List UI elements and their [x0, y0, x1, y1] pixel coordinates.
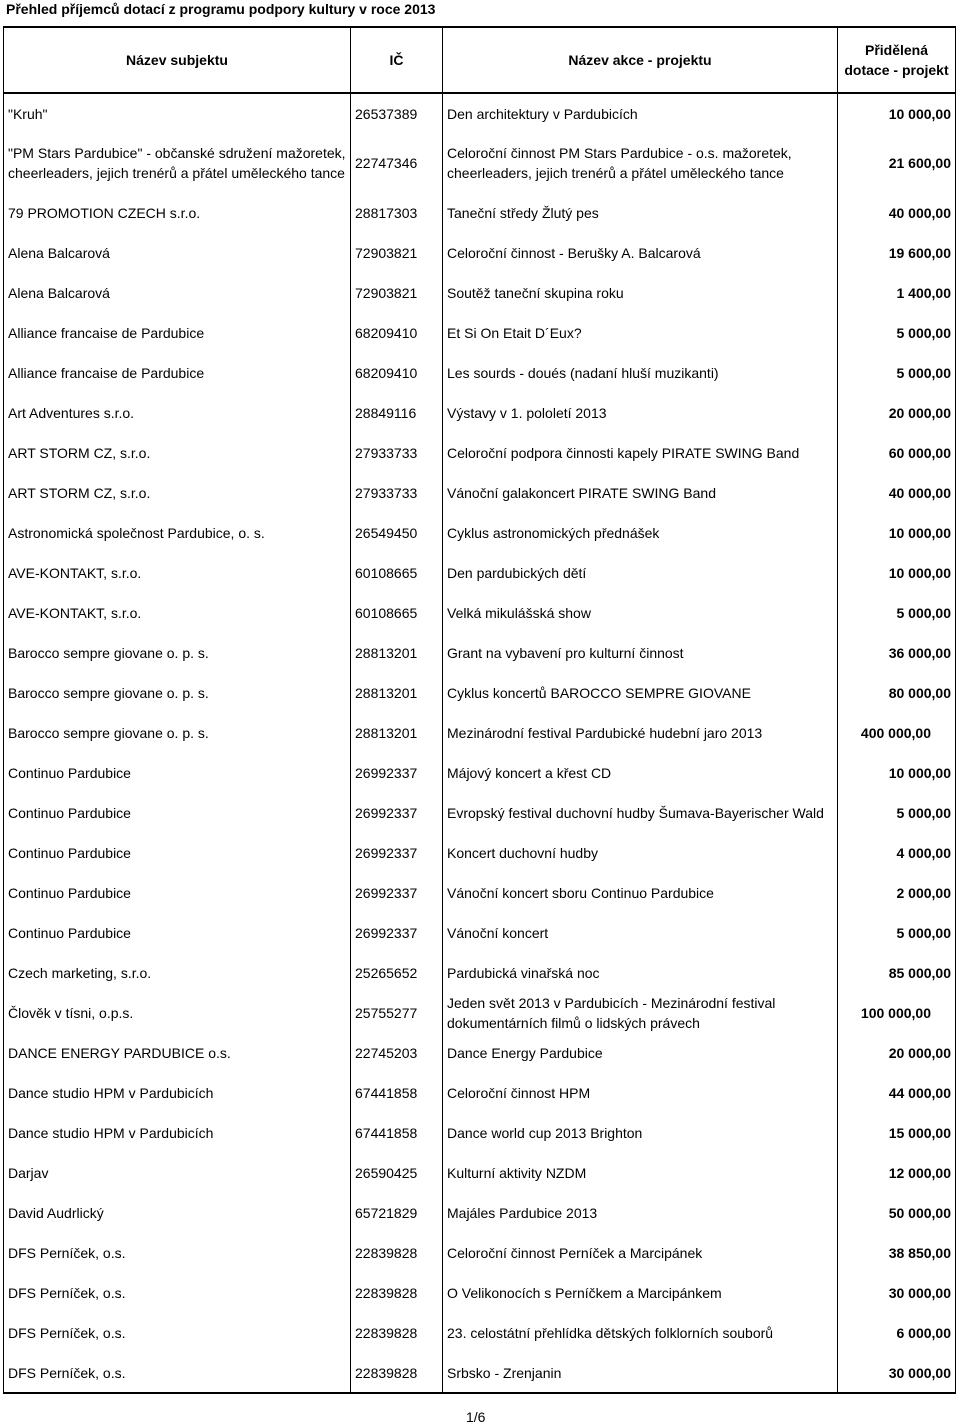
cell-project: Dance world cup 2013 Brighton — [443, 1113, 838, 1153]
table-row — [4, 233, 956, 273]
cell-grant: 2 000,00 — [838, 873, 956, 913]
table-row — [4, 313, 956, 353]
cell-grant: 44 000,00 — [838, 1073, 956, 1113]
table-row — [4, 1193, 956, 1233]
cell-subject: Continuo Pardubice — [4, 753, 351, 793]
table-row — [4, 673, 956, 713]
cell-grant: 12 000,00 — [838, 1153, 956, 1193]
table-row — [4, 1153, 956, 1193]
cell-project: Kulturní aktivity NZDM — [443, 1153, 838, 1193]
cell-subject: ART STORM CZ, s.r.o. — [4, 433, 351, 473]
table-row — [4, 833, 956, 873]
header-subject: Název subjektu — [4, 27, 351, 93]
cell-ico: 65721829 — [351, 1193, 443, 1233]
cell-subject: Barocco sempre giovane o. p. s. — [4, 713, 351, 753]
header-ico: IČ — [351, 27, 443, 93]
cell-project: Den pardubických dětí — [443, 553, 838, 593]
cell-subject: AVE-KONTAKT, s.r.o. — [4, 593, 351, 633]
cell-project: Celoroční podpora činnosti kapely PIRATE SWING Band — [443, 433, 838, 473]
cell-ico: 25265652 — [351, 953, 443, 993]
cell-ico: 25755277 — [351, 993, 443, 1033]
cell-grant: 10 000,00 — [838, 513, 956, 553]
table-row — [4, 433, 956, 473]
table-row — [4, 1033, 956, 1073]
table-row — [4, 93, 956, 133]
cell-subject: Art Adventures s.r.o. — [4, 393, 351, 433]
cell-subject: David Audrlický — [4, 1193, 351, 1233]
cell-ico: 68209410 — [351, 313, 443, 353]
cell-grant: 38 850,00 — [838, 1233, 956, 1273]
cell-subject: Continuo Pardubice — [4, 833, 351, 873]
cell-project: Den architektury v Pardubicích — [443, 93, 838, 133]
cell-ico: 67441858 — [351, 1113, 443, 1153]
cell-project: Les sourds - doués (nadaní hluší muzikanti) — [443, 353, 838, 393]
cell-project: Velká mikulášská show — [443, 593, 838, 633]
cell-ico: 22839828 — [351, 1313, 443, 1353]
cell-grant: 5 000,00 — [838, 593, 956, 633]
cell-project: Vánoční koncert — [443, 913, 838, 953]
table-row — [4, 393, 956, 433]
cell-project: Srbsko - Zrenjanin — [443, 1353, 838, 1393]
cell-grant: 400 000,00 — [838, 713, 956, 753]
cell-grant: 5 000,00 — [838, 313, 956, 353]
cell-ico: 28817303 — [351, 193, 443, 233]
cell-project: O Velikonocích s Perníčkem a Marcipánkem — [443, 1273, 838, 1313]
cell-ico: 22839828 — [351, 1353, 443, 1393]
cell-project: Vánoční koncert sboru Continuo Pardubice — [443, 873, 838, 913]
document-title: Přehled příjemců dotací z programu podpory kultury v roce 2013 — [6, 1, 436, 17]
cell-subject: Continuo Pardubice — [4, 873, 351, 913]
table-row — [4, 753, 956, 793]
cell-ico: 27933733 — [351, 433, 443, 473]
cell-project: Jeden svět 2013 v Pardubicích - Mezinárodní festival dokumentárních filmů o lidských právech — [443, 993, 838, 1033]
cell-project: Majáles Pardubice 2013 — [443, 1193, 838, 1233]
cell-ico: 67441858 — [351, 1073, 443, 1113]
cell-grant: 5 000,00 — [838, 353, 956, 393]
cell-grant: 50 000,00 — [838, 1193, 956, 1233]
cell-subject: Alena Balcarová — [4, 233, 351, 273]
cell-ico: 28813201 — [351, 713, 443, 753]
cell-grant: 1 400,00 — [838, 273, 956, 313]
cell-subject: Continuo Pardubice — [4, 793, 351, 833]
cell-ico: 60108665 — [351, 593, 443, 633]
cell-grant: 6 000,00 — [838, 1313, 956, 1353]
cell-grant: 10 000,00 — [838, 93, 956, 133]
cell-project: Taneční středy Žlutý pes — [443, 193, 838, 233]
cell-grant: 60 000,00 — [838, 433, 956, 473]
grants-table — [3, 26, 956, 1394]
cell-project: Et Si On Etait D´Eux? — [443, 313, 838, 353]
cell-subject: Dance studio HPM v Pardubicích — [4, 1113, 351, 1153]
table-row — [4, 473, 956, 513]
cell-grant: 30 000,00 — [838, 1273, 956, 1313]
table-body — [4, 93, 956, 1393]
table-row — [4, 553, 956, 593]
table-row — [4, 1313, 956, 1353]
cell-ico: 22839828 — [351, 1233, 443, 1273]
cell-project: Evropský festival duchovní hudby Šumava-Bayerischer Wald — [443, 793, 838, 833]
cell-ico: 22839828 — [351, 1273, 443, 1313]
cell-ico: 68209410 — [351, 353, 443, 393]
cell-subject: Astronomická společnost Pardubice, o. s. — [4, 513, 351, 553]
cell-grant: 10 000,00 — [838, 553, 956, 593]
table-row — [4, 713, 956, 753]
cell-grant: 5 000,00 — [838, 793, 956, 833]
cell-ico: 26992337 — [351, 833, 443, 873]
cell-ico: 26992337 — [351, 793, 443, 833]
cell-project: Celoroční činnost HPM — [443, 1073, 838, 1113]
cell-ico: 26549450 — [351, 513, 443, 553]
cell-grant: 15 000,00 — [838, 1113, 956, 1153]
cell-grant: 30 000,00 — [838, 1353, 956, 1393]
cell-ico: 60108665 — [351, 553, 443, 593]
cell-project: Dance Energy Pardubice — [443, 1033, 838, 1073]
cell-grant: 36 000,00 — [838, 633, 956, 673]
cell-ico: 27933733 — [351, 473, 443, 513]
cell-subject: 79 PROMOTION CZECH s.r.o. — [4, 193, 351, 233]
cell-grant: 100 000,00 — [838, 993, 956, 1033]
cell-grant: 80 000,00 — [838, 673, 956, 713]
table-row — [4, 513, 956, 553]
cell-subject: DFS Perníček, o.s. — [4, 1353, 351, 1393]
cell-subject: DFS Perníček, o.s. — [4, 1313, 351, 1353]
table-row — [4, 1233, 956, 1273]
cell-project: Celoroční činnost Perníček a Marcipánek — [443, 1233, 838, 1273]
cell-project: Májový koncert a křest CD — [443, 753, 838, 793]
cell-ico: 26992337 — [351, 753, 443, 793]
table-row — [4, 273, 956, 313]
cell-grant: 21 600,00 — [838, 133, 956, 193]
cell-subject: DFS Perníček, o.s. — [4, 1273, 351, 1313]
cell-project: 23. celostátní přehlídka dětských folklorních souborů — [443, 1313, 838, 1353]
cell-subject: DFS Perníček, o.s. — [4, 1233, 351, 1273]
cell-grant: 20 000,00 — [838, 1033, 956, 1073]
table-row — [4, 353, 956, 393]
cell-subject: Alena Balcarová — [4, 273, 351, 313]
cell-ico: 72903821 — [351, 233, 443, 273]
cell-ico: 22745203 — [351, 1033, 443, 1073]
cell-ico: 28849116 — [351, 393, 443, 433]
table-row — [4, 633, 956, 673]
table-row — [4, 953, 956, 993]
cell-subject: Alliance francaise de Pardubice — [4, 313, 351, 353]
cell-project: Vánoční galakoncert PIRATE SWING Band — [443, 473, 838, 513]
cell-grant: 40 000,00 — [838, 473, 956, 513]
cell-subject: Dance studio HPM v Pardubicích — [4, 1073, 351, 1113]
cell-project: Soutěž taneční skupina roku — [443, 273, 838, 313]
cell-ico: 28813201 — [351, 673, 443, 713]
cell-project: Výstavy v 1. pololetí 2013 — [443, 393, 838, 433]
cell-grant: 4 000,00 — [838, 833, 956, 873]
table-row — [4, 1073, 956, 1113]
table-row — [4, 993, 956, 1033]
cell-project: Koncert duchovní hudby — [443, 833, 838, 873]
cell-ico: 28813201 — [351, 633, 443, 673]
cell-project: Cyklus koncertů BAROCCO SEMPRE GIOVANE — [443, 673, 838, 713]
cell-subject: ART STORM CZ, s.r.o. — [4, 473, 351, 513]
table-row — [4, 593, 956, 633]
cell-ico: 26992337 — [351, 873, 443, 913]
cell-subject: Darjav — [4, 1153, 351, 1193]
cell-subject: Czech marketing, s.r.o. — [4, 953, 351, 993]
header-project: Název akce - projektu — [443, 27, 838, 93]
cell-grant: 5 000,00 — [838, 913, 956, 953]
table-row — [4, 913, 956, 953]
cell-project: Pardubická vinařská noc — [443, 953, 838, 993]
cell-grant: 10 000,00 — [838, 753, 956, 793]
table-row — [4, 1353, 956, 1393]
cell-subject: Člověk v tísni, o.p.s. — [4, 993, 351, 1033]
cell-subject: DANCE ENERGY PARDUBICE o.s. — [4, 1033, 351, 1073]
cell-subject: AVE-KONTAKT, s.r.o. — [4, 553, 351, 593]
table-row — [4, 1113, 956, 1153]
table-row — [4, 873, 956, 913]
cell-ico: 26537389 — [351, 93, 443, 133]
table-row — [4, 133, 956, 193]
cell-grant: 85 000,00 — [838, 953, 956, 993]
cell-subject: Barocco sempre giovane o. p. s. — [4, 673, 351, 713]
cell-subject: Alliance francaise de Pardubice — [4, 353, 351, 393]
cell-project: Mezinárodní festival Pardubické hudební jaro 2013 — [443, 713, 838, 753]
cell-ico: 26590425 — [351, 1153, 443, 1193]
cell-grant: 40 000,00 — [838, 193, 956, 233]
cell-project: Celoroční činnost PM Stars Pardubice - o.s. mažoretek, cheerleaders, jejich trenérů a přátel uměleckého tance — [443, 133, 838, 193]
cell-subject: "Kruh" — [4, 93, 351, 133]
header-grant: Přidělená dotace - projekt — [838, 27, 956, 93]
cell-subject: Barocco sempre giovane o. p. s. — [4, 633, 351, 673]
cell-ico: 26992337 — [351, 913, 443, 953]
cell-project: Cyklus astronomických přednášek — [443, 513, 838, 553]
cell-ico: 22747346 — [351, 133, 443, 193]
page-number: 1/6 — [466, 1409, 486, 1425]
cell-grant: 19 600,00 — [838, 233, 956, 273]
table-row — [4, 793, 956, 833]
header-row — [4, 27, 956, 93]
cell-subject: Continuo Pardubice — [4, 913, 351, 953]
table-row — [4, 1273, 956, 1313]
cell-ico: 72903821 — [351, 273, 443, 313]
cell-project: Grant na vybavení pro kulturní činnost — [443, 633, 838, 673]
table-row — [4, 193, 956, 233]
cell-subject: "PM Stars Pardubice" - občanské sdružení mažoretek, cheerleaders, jejich trenérů a přátel uměleckého tance — [4, 133, 351, 193]
cell-project: Celoroční činnost - Berušky A. Balcarová — [443, 233, 838, 273]
cell-grant: 20 000,00 — [838, 393, 956, 433]
